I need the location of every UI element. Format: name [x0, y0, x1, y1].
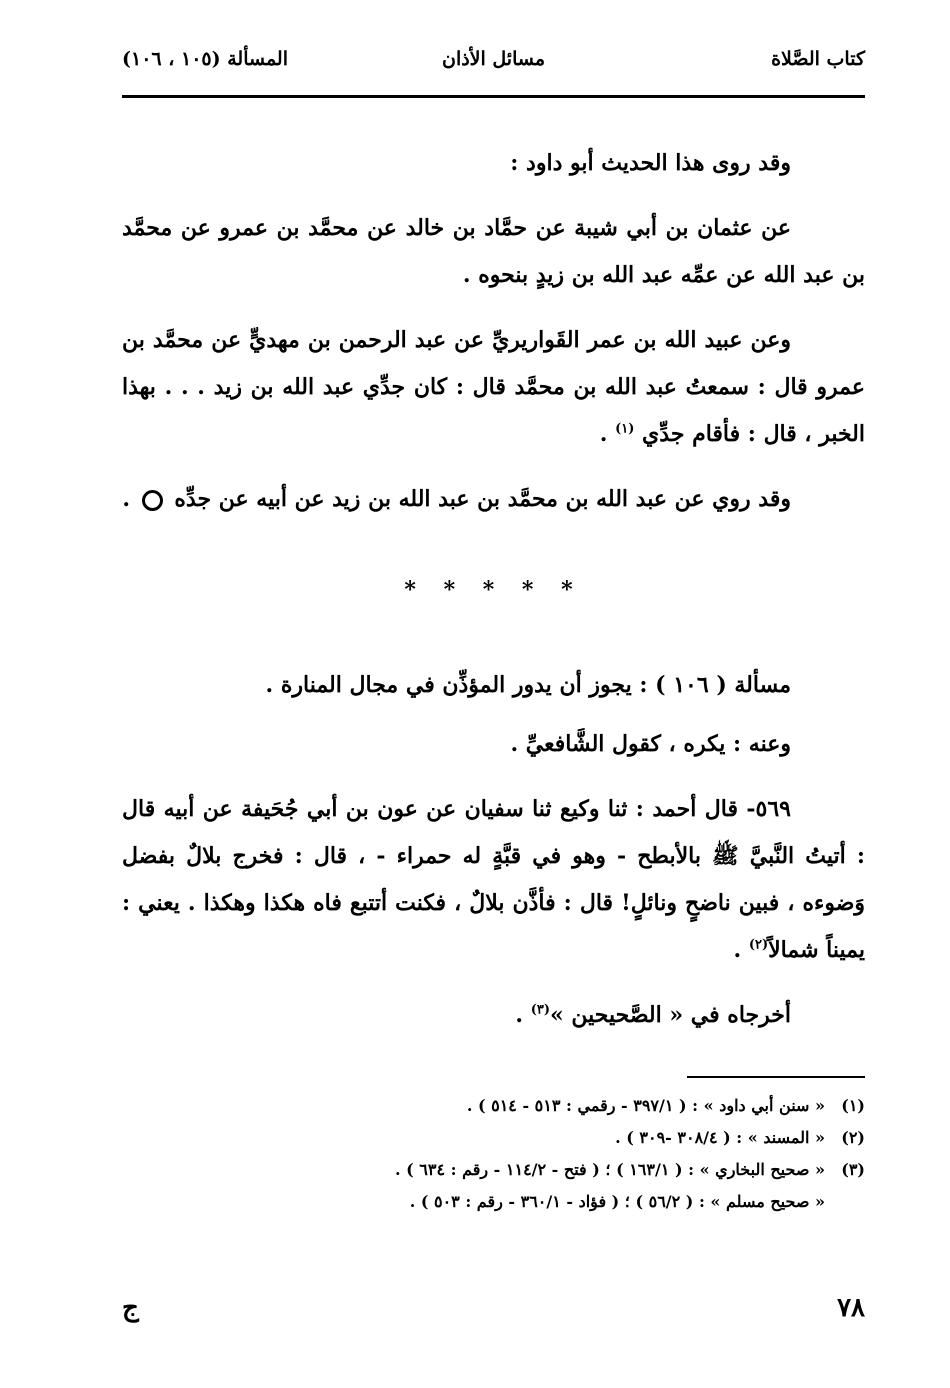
footnote-ref-2: (٢) — [748, 937, 769, 953]
footnote-1: (١)« سنن أبي داود » : ( ٣٩٧/١ - رقمي : ٥١٣ - ٥١٤ ) . — [466, 1096, 865, 1115]
signature-mark: ج — [122, 1293, 139, 1323]
paragraph-alternate-opinion: وعنه : يكره ، كقول الشَّافعيِّ . — [510, 731, 791, 757]
main-text — [122, 140, 865, 1057]
chapter-title: مسائل الأذان — [441, 48, 545, 70]
book-title: كتاب الصَّلاة — [771, 48, 865, 70]
running-header — [122, 48, 865, 82]
paragraph-abu-dawud-intro: وقد روى هذا الحديث أبو داود : — [510, 150, 791, 176]
paragraph-takhrij: أخرجاه في « الصَّحيحين »$^{(٣)}$ . — [515, 1002, 791, 1028]
footnotes — [122, 1090, 865, 1218]
footnote-2: (٢)« المسند » : ( ٣٠٨/٤ -٣٠٩ ) . — [615, 1128, 865, 1147]
footnote-ref-3: (٣) — [530, 1002, 550, 1018]
hadith-569: ٥٦٩- قال أحمد : ثنا وكيع ثنا سفيان عن عون بن أبي جُحَيفة عن أبيه قال : أتيتُ النَّبيَّ ﷺ بالأبطح - وهو في قبَّةٍ له حمراء - ، قال : فخرج بلالٌ بفضل وَضوءه ، فبين ناضحٍ ونائلٍ! قال : فأذَّن بلالٌ ، فكنت أتتبع فاه هكذا وهكذا . يعني : يميناً شمالاً$^{(٢)}$ . — [122, 796, 865, 963]
issue-range: المسألة (١٠٥ ، ١٠٦) — [122, 48, 288, 70]
paragraph-isnad-1: عن عثمان بن أبي شيبة عن حمَّاد بن خالد عن محمَّد بن عمرو عن محمَّد بن عبد الله عن عمِّه عبد الله بن زيدٍ بنحوه . — [122, 215, 865, 288]
page-number: ٧٨ — [837, 1293, 865, 1323]
paragraph-isnad-3: وقد روي عن عبد الله بن محمَّد بن عبد الله بن زيد عن أبيه عن جدِّه . — [122, 486, 791, 512]
paragraph-isnad-2: وعن عبيد الله بن عمر القَواريريِّ عن عبد الرحمن بن مهديٍّ عن محمَّد بن عمرو قال : سمعتُ عبد الله بن محمَّد قال : كان جدِّي عبد الله بن زيد . . . بهذا الخبر ، قال : فأقام جدِّي $^{(١)}$ . — [122, 327, 865, 447]
circle-mark-icon — [142, 490, 163, 511]
issue-heading: مسألة ( ١٠٦ ) : يجوز أن يدور المؤذِّن في مجال المنارة . — [265, 672, 791, 698]
header-rule — [122, 95, 865, 98]
section-separator: * * * * * — [404, 577, 583, 603]
footnote-3: (٣)« صحيح البخاري » : ( ١٦٣/١ ) ؛ ( فتح - ١١٤/٢ - رقم : ٦٣٤ ) . — [394, 1160, 865, 1179]
footnote-ref-1: (١) — [615, 421, 635, 437]
footnote-3-continued: « صحيح مسلم » : ( ٥٦/٢ ) ؛ ( فؤاد - ٣٦٠/١ - رقم : ٥٠٣ ) . — [409, 1192, 825, 1211]
footnote-rule — [687, 1076, 865, 1078]
